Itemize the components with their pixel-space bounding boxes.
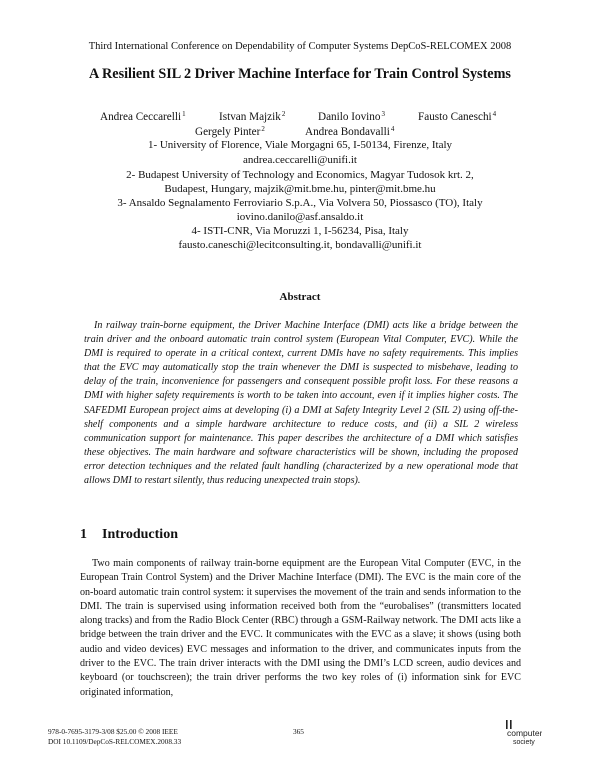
affiliation-email: iovino.danilo@asf.ansaldo.it [236,211,364,223]
section-heading [80,527,178,543]
abstract-heading: Abstract [279,291,321,303]
section-body: Two main components of railway train-borne equipment are the European Vital Computer (EVC, in the European Train Control System) and the Driver Machine Interface (DMI). The EVC is the main core of the on-board automatic train control system: it supervises the movement of the train and sends information to the DMI. The train is supervised using information received both from the “eurobalises” (transmitters located along tracks) and from the Radio Block Center (RBC) through a GSM-Railway network. The DMI acts like a bridge between the train driver and the EVC. It communicates with the EVC as a slave; it shows (using both audio and video devices) EVC messages and information to the driver, and communicates inputs from the driver to the EVC. The train driver interacts with the DMI using the DMI’s LCD screen, audio devices and keyboard (or touchscreen); the train driver performs the two key roles of (i) information sink for EVC originated information, [80,558,521,698]
computer-society-logo-icon [492,718,542,752]
page-number: 365 [293,727,304,736]
section-number: 1 [80,527,87,542]
conference-header: Third International Conference on Dependability of Computer Systems DepCoS-RELCOMEX 2008 [88,41,512,52]
author: Danilo Iovino$^3$ [318,110,385,123]
author: Fausto Caneschi$^4$ [418,110,497,123]
section-title: Introduction [102,527,178,542]
author: Andrea Ceccarelli$^1$ [100,110,186,123]
author: Istvan Majzik$^2$ [219,110,286,123]
abstract-text: In railway train-borne equipment, the Driver Machine Interface (DMI) acts like a bridge between the train driver and the onboard automatic train control system (European Vital Computer, EVC). While the DMI is required to operate in a critical context, current DMIs have no safety requirements. This implies that the EVC may automatically stop the train whenever the DMI is suspected to misbehave, leading to delay of the train, inconvenience for passengers and consequent possible profit loss. For these reasons a DMI with higher safety requirements is worth to be taken into account, even if it implies higher costs. The SAFEDMI European project aims at developing (i) a DMI at Safety Integrity Level 2 (SIL 2) using off-the-shelf components and a simple hardware architecture to reduce costs, and (ii) a SIL 2 wireless communication support for maintenance. This paper describes the architecture of a DMI which satisfies these objectives. The main hardware and software characteristics will be shown, including the proposed error detection techniques and the related fault handling (characterized by a new operational mode that allows DMI to restart silently, thus reducing unexpected train stops). [84,320,518,487]
affiliation-line: 1- University of Florence, Viale Morgagni 65, I-50134, Firenze, Italy [147,139,453,151]
affiliation-line: 4- ISTI-CNR, Via Moruzzi 1, I-56234, Pisa, Italy [191,225,409,237]
logo-line-2: society [513,739,535,746]
affiliation-email: andrea.ceccarelli@unifi.it [243,154,357,166]
author: Andrea Bondavalli$^4$ [305,125,395,138]
affiliation-line: 3- Ansaldo Segnalamento Ferroviario S.p.A., Via Volvera 50, Piossasco (TO), Italy [117,197,483,209]
paper-title: A Resilient SIL 2 Driver Machine Interface for Train Control Systems [89,66,511,82]
footer-isbn: 978-0-7695-3179-3/08 $25.00 © 2008 IEEE [48,727,178,736]
affiliation-email: fausto.caneschi@lecitconsulting.it, bondavalli@unifi.it [178,239,422,251]
footer-doi: DOI 10.1109/DepCoS-RELCOMEX.2008.33 [48,737,182,746]
author: Gergely Pinter$^2$ [195,125,265,138]
affiliation-line: 2- Budapest University of Technology and Economics, Magyar Tudosok krt. 2, [126,169,474,181]
affiliation-line: Budapest, Hungary, majzik@mit.bme.hu, pinter@mit.bme.hu [164,183,436,195]
logo-line-1: computer [507,728,542,738]
computer-society-logo [492,718,542,752]
